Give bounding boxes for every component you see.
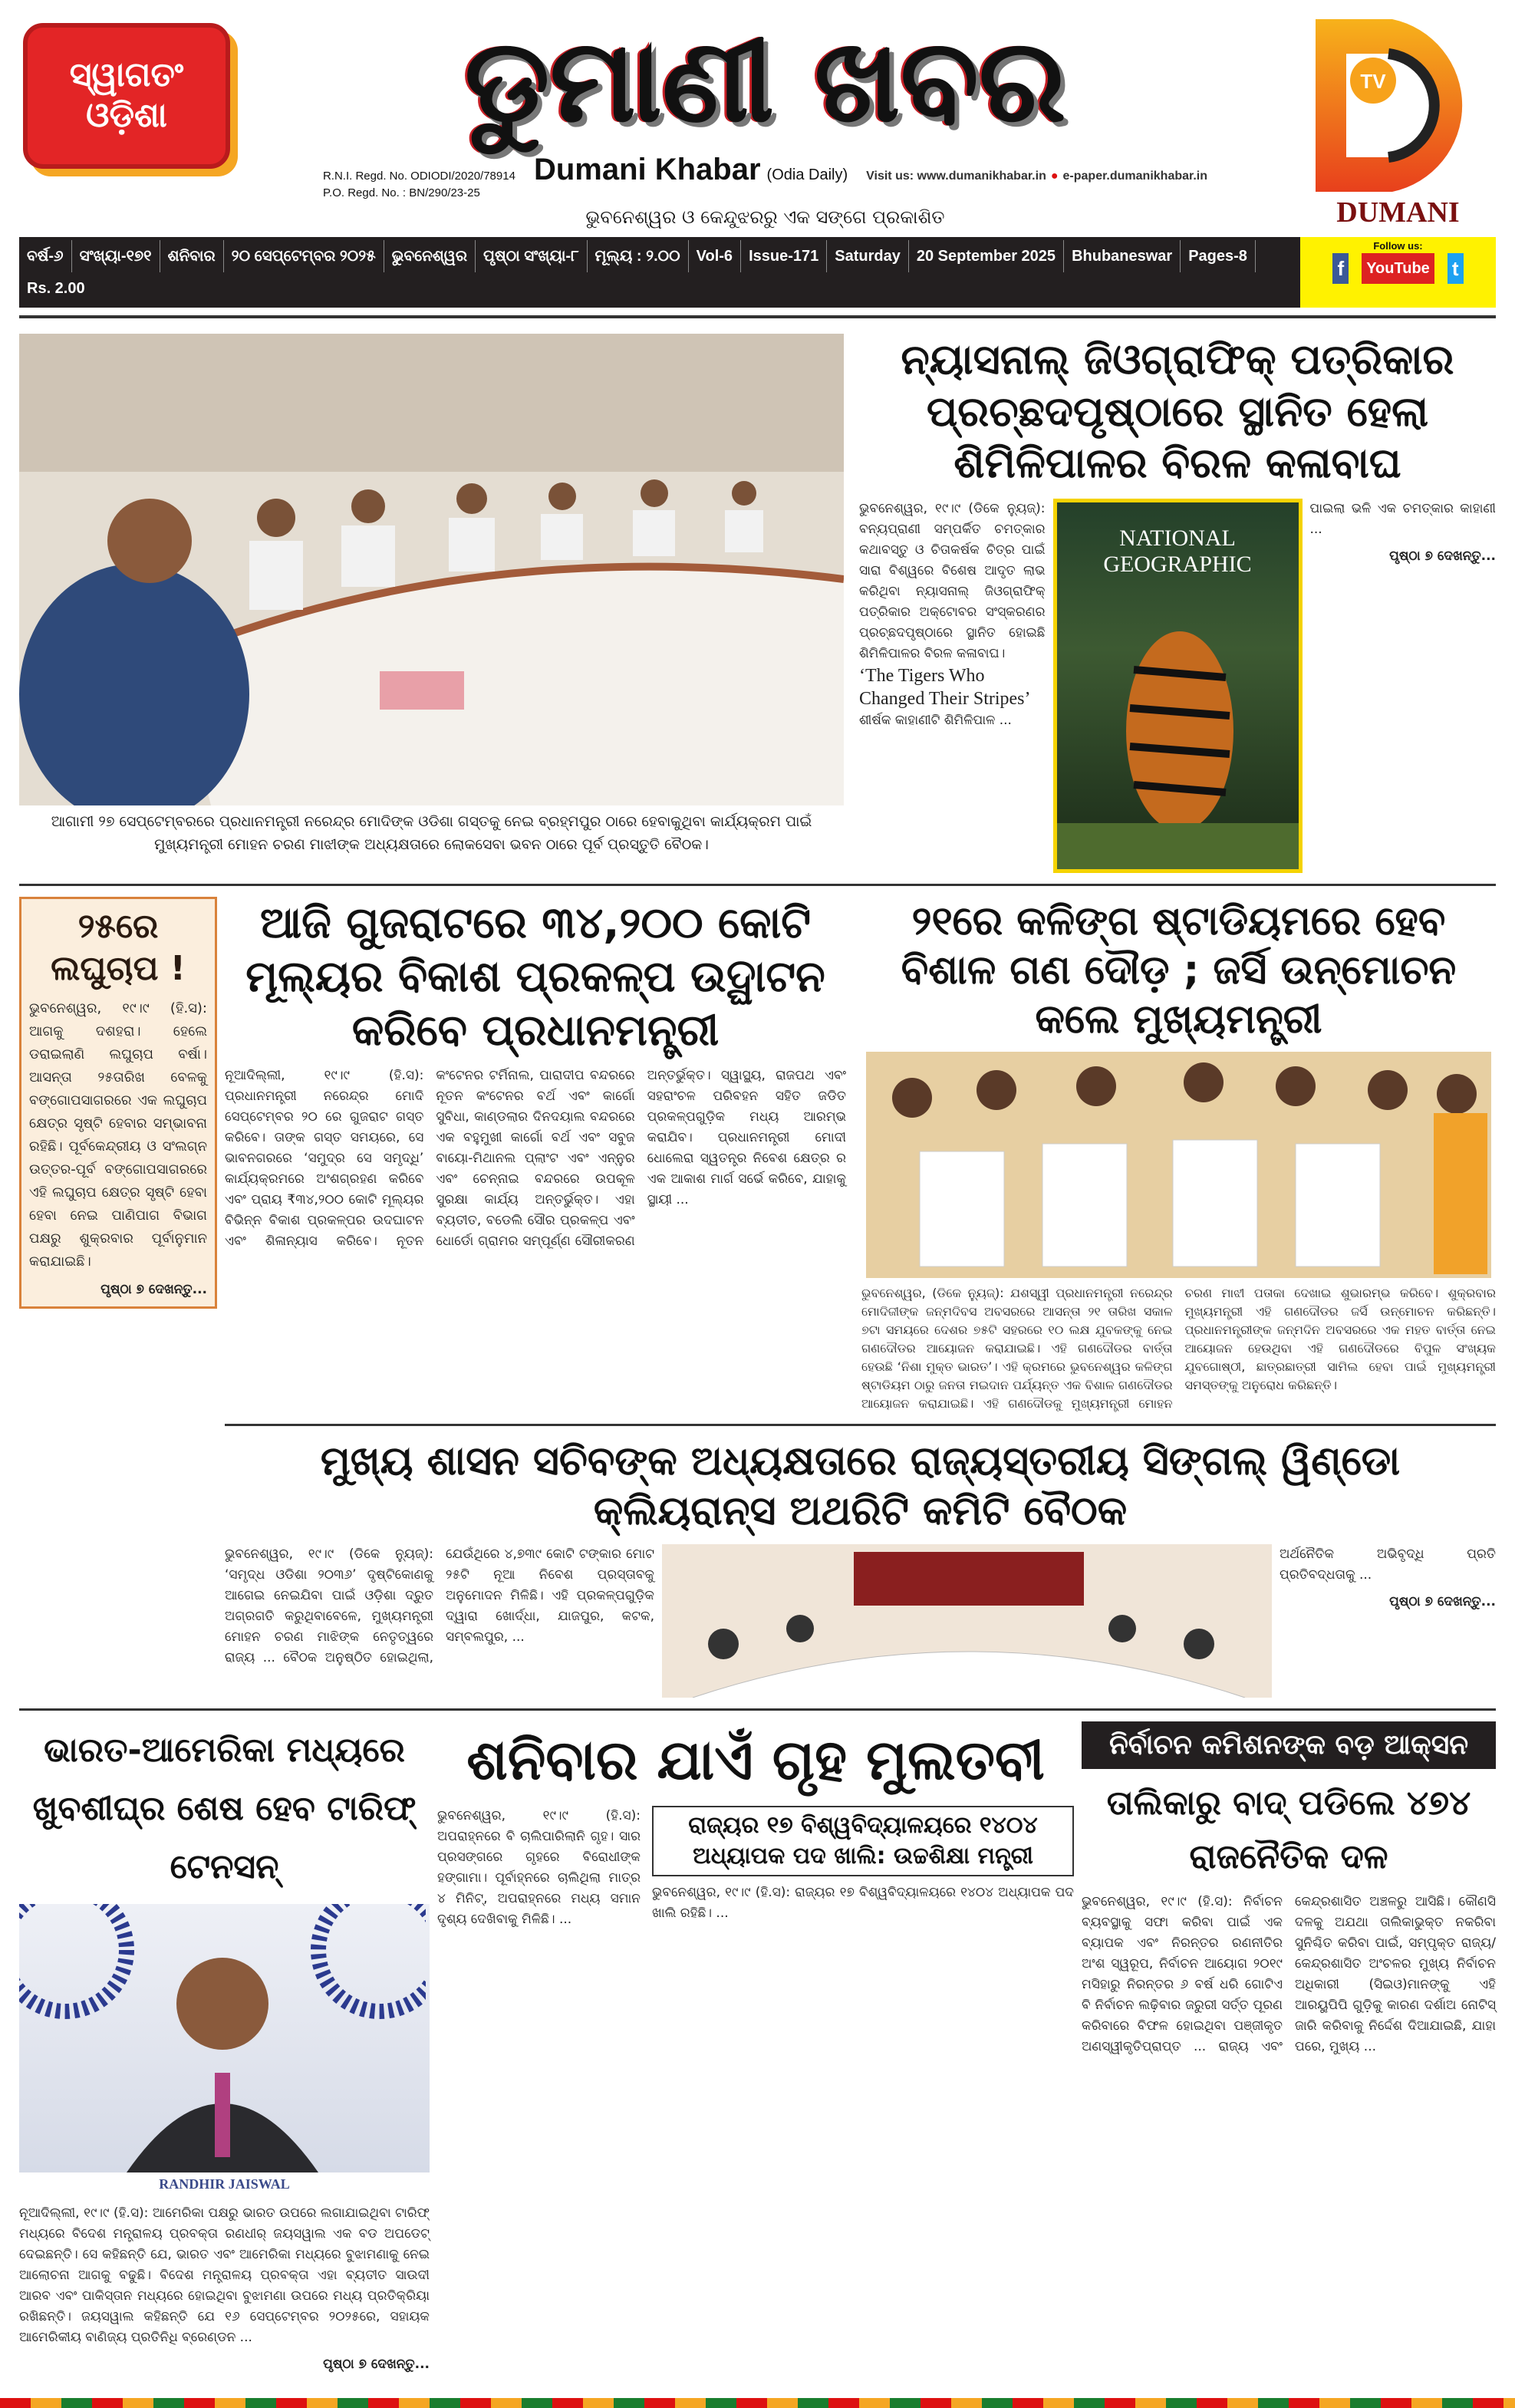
tiger-illustration xyxy=(1057,578,1299,869)
dumani-brand: DUMANI xyxy=(1336,196,1460,229)
volume: Vol-6 xyxy=(689,240,741,272)
follow-us-box xyxy=(1300,237,1496,308)
spokesperson-illustration xyxy=(19,1904,426,2172)
day-odia: ଶନିବାର xyxy=(160,240,224,272)
middle-main xyxy=(225,897,1496,1698)
swca-body: ଭୁବନେଶ୍ୱର, ୧୯।୯ (ଡିକେ ନ୍ୟୁଜ୍): ‘ସମୃଦ୍ଧ ଓଡିଶା ୨୦୩୬’ ଦୃଷ୍ଟିକୋଣକୁ ଆଗେଇ ନେଇଯିବା ପାଇଁ ଓଡ଼ିଶା ଦ୍ରୁତ ଅଗ୍ରଗତି କରୁଥିବାବେଳେ, ମୁଖ୍ୟମନ୍ତ୍ରୀ ମୋହନ ଚରଣ ମାଝିଙ୍କ ନେତୃତ୍ୱରେ ରାଜ୍ୟ ... ବୈଠକ ଅନୁଷ୍ଠିତ ହୋଇଥିଲା, ଯେଉଁଥିରେ ୪,୭୩୯ କୋଟି ଟଙ୍କାର ମୋଟ ୨୫ଟି ନୂଆ ନିବେଶ ପ୍ରସ୍ତାବକୁ ଅନୁମୋଦନ ମିଳିଛି। ଏହି ପ୍ରକଳ୍ପଗୁଡ଼ିକ ଦ୍ୱାରା ଖୋର୍ଦ୍ଧା, ଯାଜପୁର, କଟକ, ସମ୍ବଲପୁର, ... xyxy=(225,1546,654,1665)
gujarat-headline: ଆଜି ଗୁଜରାଟରେ ୩୪,୨୦୦ କୋଟି ମୂଲ୍ୟର ବିକାଶ ପ୍ରକଳ୍ପ ଉଦ୍ଘାଟନ କରିବେ ପ୍ରଧାନମନ୍ତ୍ରୀ xyxy=(245,898,825,1056)
kalinga-body: ଭୁବନେଶ୍ୱର, (ଡିକେ ନ୍ୟୁଜ୍): ଯଶସ୍ୱୀ ପ୍ରଧାନମନ୍ତ୍ରୀ ନରେନ୍ଦ୍ର ମୋଦିଜୀଙ୍କ ଜନ୍ମଦିବସ ଅବସରରେ ଆସନ୍ତା ୨୧ ତାରିଖ ସକାଳ ୭ଟା ସମୟରେ ଦେଶର ୭୫ଟି ସହରରେ ୧୦ ଲକ୍ଷ ଯୁବକଙ୍କୁ ନେଇ ଗଣଦୌଡର ଆୟୋଜନ କରାଯାଇଛି। ଏହି ଗଣଦୌଡର ବାର୍ତ୍ତା ହେଉଛି ‘ନିଶା ମୁକ୍ତ ଭାରତ’। ଏହି କ୍ରମରେ ଭୁବନେଶ୍ୱର କଳିଙ୍ଗ ଷ୍ଟାଡିୟମ ଠାରୁ ଜନତା ମଇଦାନ ପର୍ଯ୍ୟନ୍ତ ଏକ ବିଶାଳ ଗଣଦୌଡର ଆୟୋଜନ କରାଯାଇଛି। ଏହି ଗଣଦୌଡକୁ ମୁଖ୍ୟମନ୍ତ୍ରୀ ମୋହନ ଚରଣ ମାଝୀ ପତାକା ଦେଖାଇ ଶୁଭାରମ୍ଭ କରିବେ। ଶୁକ୍ରବାର ମୁଖ୍ୟମନ୍ତ୍ରୀ ଏହି ଗଣଦୌଡର ଜର୍ସି ଉନ୍ମୋଚନ କରିଛନ୍ତି। ପ୍ରଧାନମନ୍ତ୍ରୀଙ୍କ ଜନ୍ମଦିନ ଅବସରରେ ଏକ ମହତ ବାର୍ତ୍ତା ନେଇ ଆୟୋଜନ ହେଉଥିବା ଏହି ଗଣଦୌଡରେ ବିପୁଳ ସଂଖ୍ୟକ ଯୁବଗୋଷ୍ଠୀ, ଛାତ୍ରଛାତ୍ରୀ ସାମିଲ ହେବା ପାଇଁ ମୁଖ୍ୟମନ୍ତ୍ରୀ ସମସ୍ତଙ୍କୁ ଅନୁରୋଧ କରିଛନ୍ତି। xyxy=(861,1285,1496,1411)
english-subtitle: (Odia Daily) xyxy=(766,166,848,183)
divider xyxy=(225,1424,1496,1426)
masthead-info xyxy=(245,153,1285,202)
tagline: ଭୁବନେଶ୍ୱର ଓ କେନ୍ଦୁଝରରୁ ଏକ ସଙ୍ଗେ ପ୍ରକାଶିତ xyxy=(585,206,945,228)
twitter-icon[interactable]: t xyxy=(1447,253,1464,284)
natgeo-body-col1 xyxy=(859,499,1046,731)
gujarat-body: ନୂଆଦିଲ୍ଲୀ, ୧୯।୯ (ହି.ସ): ପ୍ରଧାନମନ୍ତ୍ରୀ ନରେନ୍ଦ୍ର ମୋଦି ସେପ୍ଟେମ୍ବର ୨୦ ରେ ଗୁଜରାଟ ଗସ୍ତ କରିବେ। ତାଙ୍କ ଗସ୍ତ ସମୟରେ, ସେ ଭାବନଗରରେ ‘ସମୁଦ୍ର ସେ ସମୃଦ୍ଧି’ କାର୍ଯ୍ୟକ୍ରମରେ ଅଂଶଗ୍ରହଣ କରିବେ ଏବଂ ପ୍ରାୟ ₹୩୪,୨୦୦ କୋଟି ମୂଲ୍ୟର ବିଭିନ୍ନ ବିକାଶ ପ୍ରକଳ୍ପର ଉଦଘାଟନ ଏବଂ ଶିଳାନ୍ୟାସ କରିବେ। ନୂତନ କଂଟେନର ଟର୍ମିନାଲ, ପାରାଦୀପ ବନ୍ଦରରେ ନୂତନ କଂଟେନର ବର୍ଥ ଏବଂ କାର୍ଗୋ ସୁବିଧା, କାଣ୍ଡଲାର ଦିନଦୟାଲ ବନ୍ଦରରେ ଏକ ବହୁମୁଖୀ କାର୍ଗୋ ବର୍ଥ ଏବଂ ସବୁଜ ବାୟୋ-ମିଥାନଲ ପ୍ଲାଂଟ ଏବଂ ଏନ୍ନୁର ଏବଂ ଚେନ୍ନାଇ ବନ୍ଦରରେ ଉପକୂଳ ସୁରକ୍ଷା କାର୍ଯ୍ୟ ଅନ୍ତର୍ଭୁକ୍ତ। ଏହା ବ୍ୟତୀତ, ବଡେଲି ସୌର ପ୍ରକଳ୍ପ ଏବଂ ଧୋର୍ଡୋ ଗ୍ରାମର ସମ୍ପୂର୍ଣ୍ଣ ସୌରୀକରଣ ଅନ୍ତର୍ଭୁକ୍ତ। ସ୍ୱାସ୍ଥ୍ୟ, ରାଜପଥ ଏବଂ ସହରାଂଚଳ ପରିବହନ ସହିତ ଜଡିତ ପ୍ରକଳ୍ପଗୁଡ଼ିକ ମଧ୍ୟ ଆରମ୍ଭ କରାଯିବ। ପ୍ରଧାନମନ୍ତ୍ରୀ ମୋଦୀ ଧୋଲେରା ସ୍ୱତନ୍ତ୍ର ନିବେଶ କ୍ଷେତ୍ର ର ଏକ ଆକାଶ ମାର୍ଗ ସର୍ଭେ କରିବେ, ଯାହାକୁ ସ୍ଥାୟୀ ... xyxy=(225,1067,846,1249)
swca-section xyxy=(225,1437,1496,1698)
election-headline: ତାଲିକାରୁ ବାଦ୍ ପଡିଲେ ୪୭୪ ରାଜନୈତିକ ଦଳ xyxy=(1106,1783,1471,1876)
assembly-headline: ଶନିବାର ଯାଏଁ ଗୃହ ମୁଲତବୀ xyxy=(466,1727,1045,1792)
natgeo-section xyxy=(859,334,1496,873)
natgeo-grid xyxy=(859,499,1496,873)
swca-meeting-photo xyxy=(662,1544,1272,1698)
india-us-section xyxy=(19,1721,430,2375)
swca-headline: ମୁଖ୍ୟ ଶାସନ ସଚିବଙ୍କ ଅଧ୍ୟକ୍ଷତାରେ ରାଜ୍ୟସ୍ତରୀୟ ସିଙ୍ଗଲ୍ ୱିଣ୍ଡୋ କ୍ଲିୟରାନ୍ସ ଅଥରିଟି କମିଟି ବୈଠକ xyxy=(320,1438,1401,1534)
election-section xyxy=(1082,1721,1496,2057)
gujarat-section xyxy=(225,897,846,1413)
assembly-section xyxy=(437,1721,1074,1930)
election-body: ଭୁବନେଶ୍ୱର, ୧୯।୯ (ହି.ସ): ନିର୍ବାଚନ ବ୍ୟବସ୍ଥାକୁ ସଫା କରିବା ପାଇଁ ଏକ ବ୍ୟାପକ ଏବଂ ନିରନ୍ତର ରଣନୀତିର ଅଂଶ ସ୍ୱରୂପ, ନିର୍ବାଚନ ଆୟୋଗ ୨୦୧୯ ମସିହାରୁ ନିରନ୍ତର ୬ ବର୍ଷ ଧରି ଗୋଟିଏ ବି ନିର୍ବାଚନ ଲଢ଼ିବାର ଜରୁରୀ ସର୍ତ୍ତ ପୂରଣ କରିବାରେ ବିଫଳ ହୋଇଥିବା ପଞ୍ଜୀକୃତ ଅଣସ୍ୱୀକୃତିପ୍ରାପ୍ତ ... ରାଜ୍ୟ ଏବଂ କେନ୍ଦ୍ରଶାସିତ ଅଞ୍ଚଳରୁ ଆସିଛି। କୌଣସି ଦଳକୁ ଅଯଥା ତାଲିକାଭୁକ୍ତ ନକରିବା ସୁନିଶ୍ଚିତ କରିବା ପାଇଁ, ସମ୍ପୃକ୍ତ ରାଜ୍ୟ/କେନ୍ଦ୍ରଶାସିତ ଅଂଚଳର ମୁଖ୍ୟ ନିର୍ବାଚନ ଅଧିକାରୀ (ସିଇଓ)ମାନଙ୍କୁ ଏହି ଆରୟୁପିପି ଗୁଡ଼ିକୁ କାରଣ ଦର୍ଶାଅ ନୋଟିସ୍ ଜାରି କରିବାକୁ ନିର୍ଦ୍ଦେଶ ଦିଆଯାଇଛି, ଯାହା ପରେ, ମୁଖ୍ୟ ... xyxy=(1082,1893,1496,2054)
pages-odia: ପୃଷ୍ଠା ସଂଖ୍ୟା-୮ xyxy=(476,240,587,272)
divider xyxy=(19,884,1496,886)
assembly-grid xyxy=(437,1806,1074,1930)
masthead xyxy=(19,0,1496,229)
registration-info xyxy=(323,168,515,202)
second-row xyxy=(225,897,1496,1413)
facebook-icon[interactable]: f xyxy=(1332,253,1349,284)
epaper-link[interactable]: e-paper.dumanikhabar.in xyxy=(1062,169,1208,183)
date-bar xyxy=(19,237,1300,308)
pages: Pages-8 xyxy=(1181,240,1256,272)
bottom-row xyxy=(19,1721,1496,2375)
continued-link[interactable]: ପୃଷ୍ଠା ୭ ଦେଖନ୍ତୁ... xyxy=(1389,1593,1496,1609)
natgeo-body-cont: ଶୀର୍ଷକ କାହାଣୀଟି ଶିମିଳିପାଳ ... xyxy=(859,712,1012,728)
issue: Issue-171 xyxy=(741,240,827,272)
university-section xyxy=(652,1806,1074,1924)
election-banner: ନିର୍ବାଚନ କମିଶନଙ୍କ ବଡ଼ ଆକ୍ସନ xyxy=(1082,1721,1496,1769)
top-photo-section xyxy=(19,334,844,873)
dumani-tv-block xyxy=(1300,15,1496,229)
footer-stripe xyxy=(0,2398,1515,2408)
natgeo-quote: ‘The Tigers Who Changed Their Stripes’ xyxy=(859,665,1031,709)
jaiswal-photo xyxy=(19,1904,430,2196)
natgeo-body-col3: ପାଇଲା ଭଳି ଏକ ଚମତ୍କାର କାହାଣୀ ... xyxy=(1309,500,1496,537)
date: 20 September 2025 xyxy=(909,240,1064,272)
date-bar-row xyxy=(19,237,1496,308)
rni-number: R.N.I. Regd. No. ODIODI/2020/78914 xyxy=(322,169,515,183)
swca-grid xyxy=(225,1544,1496,1698)
follow-label: Follow us: xyxy=(1373,240,1423,252)
website-line xyxy=(866,170,1207,183)
low-pressure-headline: ୨୫ରେ ଲଘୁଚାପ ! xyxy=(51,906,186,988)
nameplate: RANDHIR JAISWAL xyxy=(19,2172,430,2196)
masthead-center xyxy=(245,15,1285,228)
natgeo-col3 xyxy=(1310,499,1497,567)
logo-line-2: ଓଡ଼ିଶା xyxy=(86,96,167,135)
divider xyxy=(19,1708,1496,1711)
continued-link[interactable]: ପୃଷ୍ଠା ୭ ଦେଖନ୍ତୁ... xyxy=(323,2356,430,2372)
university-headline: ରାଜ୍ୟର ୧୭ ବିଶ୍ୱବିଦ୍ୟାଳୟରେ ୧୪୦୪ ଅଧ୍ୟାପକ ପଦ ଖାଲି: ଉଚ୍ଚଶିକ୍ଷା ମନ୍ତ୍ରୀ xyxy=(688,1811,1038,1869)
swagatam-odisha-logo xyxy=(23,23,230,169)
natgeo-body: ଭୁବନେଶ୍ୱର, ୧୯।୯ (ଡିକେ ନ୍ୟୁଜ୍): ବନ୍ୟପ୍ରାଣୀ ସମ୍ପର୍କିତ ଚମତ୍କାର କଥାବସ୍ତୁ ଓ ଚିତାକର୍ଷକ ଚିତ୍ର ପାଇଁ ସାରା ବିଶ୍ୱରେ ବିଶେଷ ଆଦୃତ ଲାଭ କରିଥିବା ନ୍ୟାସନାଲ୍ ଜିଓଗ୍ରାଫିକ୍ ପତ୍ରିକାର ଅକ୍ଟୋବର ସଂସ୍କରଣର ପ୍ରଚ୍ଛଦପୃଷ୍ଠାରେ ସ୍ଥାନିତ ହୋଇଛି ଶିମିଳିପାଳର ବିରଳ କଳାବାଘ। xyxy=(859,500,1046,661)
india-us-headline: ଭାରତ-ଆମେରିକା ମଧ୍ୟରେ ଖୁବଶୀଘ୍ର ଶେଷ ହେବ ଟାରିଫ୍ ଟେନସନ୍ xyxy=(32,1730,417,1886)
natgeo-cover-title: NATIONAL GEOGRAPHIC xyxy=(1103,525,1252,577)
date-odia: ୨୦ ସେପ୍ଟେମ୍ବର ୨୦୨୫ xyxy=(224,240,384,272)
india-us-body: ନୂଆଦିଲ୍ଲୀ, ୧୯।୯ (ହି.ସ): ଆମେରିକା ପକ୍ଷରୁ ଭାରତ ଉପରେ ଲଗାଯାଇଥିବା ଟାରିଫ୍ ମଧ୍ୟରେ ବିଦେଶ ମନ୍ତ୍ରାଳୟ ପ୍ରବକ୍ତା ରଣଧୀର୍ ଜୟସୱାଲ ଏକ ବଡ ଅପଡେଟ୍ ଦେଇଛନ୍ତି। ସେ କହିଛନ୍ତି ଯେ, ଭାରତ ଏବଂ ଆମେରିକା ମଧ୍ୟରେ ବୁଝାମଣାକୁ ନେଇ ଆଲୋଚନା ଆଗକୁ ବଢୁଛି। ବିଦେଶ ମନ୍ତ୍ରାଳୟ ପ୍ରବକ୍ତା ଏହା ବ୍ୟତୀତ ସାଉଦୀ ଆରବ ଏବଂ ପାକିସ୍ତାନ ମଧ୍ୟରେ ହୋଇଥିବା ବୁଝାମଣା ଉପରେ ମଧ୍ୟ ପ୍ରତିକ୍ରିୟା ରଖିଛନ୍ତି। ଜୟସୱାଲ କହିଛନ୍ତି ଯେ ୧୬ ସେପ୍ଟେମ୍ବର ୨୦୨୫ରେ, ସହାୟକ ଆମେରିକୀୟ ବାଣିଜ୍ୟ ପ୍ରତିନିଧି ବ୍ରେଣ୍ଡନ ... xyxy=(19,2205,430,2345)
continued-link[interactable]: ପୃଷ୍ଠା ୭ ଦେଖନ୍ତୁ... xyxy=(1389,548,1496,564)
jersey-launch-photo xyxy=(866,1052,1491,1278)
continued-link[interactable]: ପୃଷ୍ଠା ୭ ଦେଖନ୍ତୁ... xyxy=(100,1281,207,1297)
city-odia: ଭୁବନେଶ୍ୱର xyxy=(384,240,476,272)
divider xyxy=(19,315,1496,318)
day: Saturday xyxy=(827,240,909,272)
kalinga-section xyxy=(861,897,1496,1413)
assembly-body: ଭୁବନେଶ୍ୱର, ୧୯।୯ (ହି.ସ): ଅପରାହ୍ନରେ ବି ଚାଲିପାରିଲାନି ଗୃହ। ସାର ପ୍ରସଙ୍ଗରେ ଗୃହରେ ବିରୋଧୀଙ୍କ ହଙ୍ଗାମା। ପୂର୍ବାହ୍ନରେ ଚାଲିଥିଲା ମାତ୍ର ୪ ମିନିଟ୍, ଅପରାହ୍ନରେ ମଧ୍ୟ ସମାନ ଦୃଶ୍ୟ ଦେଖିବାକୁ ମିଳିଛି। ... xyxy=(437,1807,641,1927)
volume-odia: ବର୍ଷ-୬ xyxy=(19,240,72,272)
natgeo-cover-image xyxy=(1053,499,1303,873)
low-pressure-box xyxy=(19,897,217,1309)
issue-odia: ସଂଖ୍ୟା-୧୭୧ xyxy=(72,240,160,272)
website-link[interactable]: Visit us: www.dumanikhabar.in xyxy=(866,169,1046,183)
english-title-block xyxy=(534,153,848,187)
kalinga-headline: ୨୧ରେ କଳିଙ୍ଗ ଷ୍ଟାଡିୟମରେ ହେବ ବିଶାଳ ଗଣ ଦୌଡ଼ ; ଜର୍ସି ଉନ୍ମୋଚନ କଲେ ମୁଖ୍ୟମନ୍ତ୍ରୀ xyxy=(901,898,1457,1043)
bullet-icon: ● xyxy=(1050,169,1059,183)
youtube-icon[interactable]: YouTube xyxy=(1362,253,1434,284)
price-odia: ମୂଲ୍ୟ : ୨.୦୦ xyxy=(588,240,689,272)
price: Rs. 2.00 xyxy=(27,280,85,297)
logo-line-1: ସ୍ୱାଗତଂ xyxy=(69,55,184,95)
newspaper-title: ଡୁମାଣୀ ଖବର xyxy=(464,15,1066,148)
university-body: ଭୁବନେଶ୍ୱର, ୧୯।୯ (ହି.ସ): ରାଜ୍ୟର ୧୭ ବିଶ୍ୱବିଦ୍ୟାଳୟରେ ୧୪୦୪ ଅଧ୍ୟାପକ ପଦ ଖାଲି ରହିଛି। ... xyxy=(652,1884,1074,1921)
tv-label: TV xyxy=(1360,70,1386,93)
english-title: Dumani Khabar xyxy=(533,152,761,186)
dumani-tv-logo xyxy=(1300,15,1496,196)
low-pressure-body: ଭୁବନେଶ୍ୱର, ୧୯।୯ (ହି.ସ): ଆଗକୁ ଦଶହରା। ହେଲେ ଡରାଇଲାଣି ଲଘୁଚାପ ବର୍ଷା। ଆସନ୍ତା ୨୫ତାରିଖ ବେଳକୁ ବଙ୍ଗୋପସାଗରରେ ଏକ ଲଘୁଚାପ କ୍ଷେତ୍ର ସୃଷ୍ଟି ହେବାର ସମ୍ଭାବନା ରହିଛି। ପୂର୍ବକେନ୍ଦ୍ରୀୟ ଓ ସଂଲଗ୍ନ ଉତ୍ତର-ପୂର୍ବ ବଙ୍ଗୋପସାଗରରେ ଏହି ଲଘୁଚାପ କ୍ଷେତ୍ର ସୃଷ୍ଟି ହେବା ହେବା ନେଇ ପାଣିପାଗ ବିଭାଗ ପକ୍ଷରୁ ଶୁକ୍ରବାର ପୂର୍ବାନୁମାନ କରାଯାଇଛି। xyxy=(29,1000,207,1270)
city: Bhubaneswar xyxy=(1064,240,1181,272)
swca-right xyxy=(1280,1544,1496,1612)
photo-caption: ଆଗାମୀ ୨୭ ସେପ୍ଟେମ୍ବରରେ ପ୍ରଧାନମନ୍ତ୍ରୀ ନରେନ୍ଦ୍ର ମୋଦିଙ୍କ ଓଡିଶା ଗସ୍ତକୁ ନେଇ ବ୍ରହ୍ମପୁର ଠାରେ ହେବାକୁଥିବା କାର୍ଯ୍ୟକ୍ରମ ପାଇଁ ମୁଖ୍ୟମନ୍ତ୍ରୀ ମୋହନ ଚରଣ ମାଝୀଙ୍କ ଅଧ୍ୟକ୍ଷତାରେ ଲୋକସେବା ଭବନ ଠାରେ ପୂର୍ବ ପ୍ରସ୍ତୁତି ବୈଠକ। xyxy=(51,813,812,853)
university-box xyxy=(652,1806,1074,1876)
natgeo-headline: ନ୍ୟାସନାଲ୍ ଜିଓଗ୍ରାଫିକ୍ ପତ୍ରିକାର ପ୍ରଚ୍ଛଦପୃଷ୍ଠାରେ ସ୍ଥାନିତ ହେଲା ଶିମିଳିପାଳର ବିରଳ କଳାବାଘ xyxy=(901,335,1454,487)
meeting-photo xyxy=(19,334,844,805)
swca-body-right: ଅର୍ଥନୈତିକ ଅଭିବୃଦ୍ଧି ପ୍ରତି ପ୍ରତିବଦ୍ଧତାକୁ ... xyxy=(1280,1546,1496,1583)
top-row xyxy=(19,334,1496,873)
middle-section xyxy=(19,897,1496,1698)
po-number: P.O. Regd. No. : BN/290/23-25 xyxy=(322,186,480,199)
